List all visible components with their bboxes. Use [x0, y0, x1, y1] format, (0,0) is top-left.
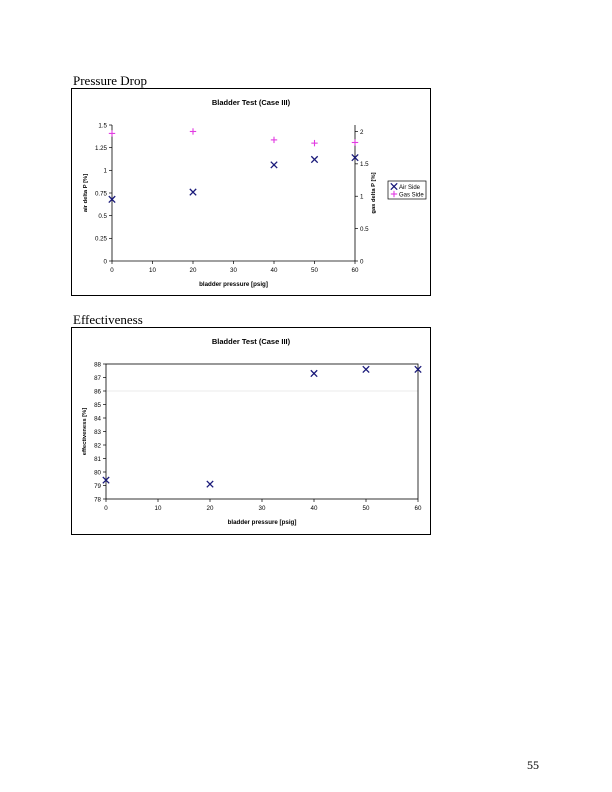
effectiveness-point: [207, 481, 213, 487]
y-axis-label: effectiveness [%]: [82, 407, 88, 456]
x-tick-label: 60: [351, 267, 359, 274]
legend-air-side-label: Air Side: [399, 184, 421, 191]
y-tick-label: 83: [94, 428, 101, 436]
gas-side-point: [352, 139, 358, 145]
gas-side-point: [271, 137, 277, 143]
y-tick-label: 1: [103, 167, 107, 175]
gas-side-point: [311, 140, 317, 146]
y2-tick-label: 2: [360, 128, 364, 136]
y-tick-label: 0.75: [94, 190, 107, 198]
x-tick-label: 0: [110, 267, 114, 274]
y2-tick-label: 1: [360, 193, 364, 201]
page-number: 55: [527, 758, 539, 772]
pressure-drop-chart-frame: [71, 88, 431, 296]
y-tick-label: 81: [94, 455, 101, 463]
plot-area: [106, 364, 418, 499]
x-tick-label: 50: [311, 267, 318, 274]
x-tick-label: 20: [206, 505, 214, 512]
x-tick-label: 40: [270, 267, 278, 274]
air-side-point: [311, 156, 317, 162]
gas-side-point: [190, 128, 196, 134]
effectiveness-point: [363, 366, 369, 372]
x-axis-label: bladder pressure [psig]: [227, 519, 297, 526]
x-tick-label: 0: [104, 505, 108, 512]
y-tick-label: 88: [94, 361, 101, 369]
chart-title: Bladder Test (Case III): [211, 98, 291, 107]
legend-gas-side-label: Gas Side: [399, 192, 424, 199]
y-tick-label: 79: [94, 482, 101, 490]
y2-axis-label: gas delta P [%]: [371, 172, 377, 214]
x-tick-label: 20: [189, 267, 197, 274]
pressure-drop-chart: [72, 89, 430, 295]
y-tick-label: 84: [94, 415, 101, 423]
y-tick-label: 0.25: [94, 235, 107, 243]
y-tick-label: 85: [94, 401, 101, 409]
gas-side-point: [109, 130, 115, 136]
y-tick-label: 1.25: [94, 144, 107, 152]
x-tick-label: 40: [310, 505, 318, 512]
air-side-point: [190, 189, 196, 195]
x-tick-label: 50: [362, 505, 370, 512]
section-heading-effectiveness: Effectiveness: [73, 312, 143, 327]
air-side-point: [271, 162, 277, 168]
y-tick-label: 87: [94, 374, 101, 382]
y-tick-label: 82: [94, 442, 101, 450]
x-tick-label: 30: [230, 267, 237, 274]
y-tick-label: 1.5: [98, 122, 107, 130]
chart-title: Bladder Test (Case III): [211, 337, 291, 346]
y-tick-label: 86: [94, 388, 101, 396]
y2-tick-label: 0.5: [360, 225, 369, 233]
x-tick-label: 10: [154, 505, 162, 512]
y-axis-label: air delta P [%]: [83, 173, 89, 213]
y-tick-label: 80: [94, 469, 101, 477]
effectiveness-point: [311, 370, 317, 376]
y2-tick-label: 1.5: [360, 161, 369, 169]
y2-tick-label: 0: [360, 258, 364, 266]
effectiveness-chart-frame: [71, 327, 431, 535]
effectiveness-chart: [72, 328, 430, 534]
x-tick-label: 60: [414, 505, 422, 512]
y-tick-label: 0.5: [98, 212, 107, 220]
x-tick-label: 10: [149, 267, 156, 274]
y-tick-label: 78: [94, 496, 101, 504]
section-heading-pressure-drop: Pressure Drop: [73, 73, 148, 88]
x-axis-label: bladder pressure [psig]: [199, 281, 268, 288]
x-tick-label: 30: [258, 505, 266, 512]
y-tick-label: 0: [103, 258, 107, 266]
